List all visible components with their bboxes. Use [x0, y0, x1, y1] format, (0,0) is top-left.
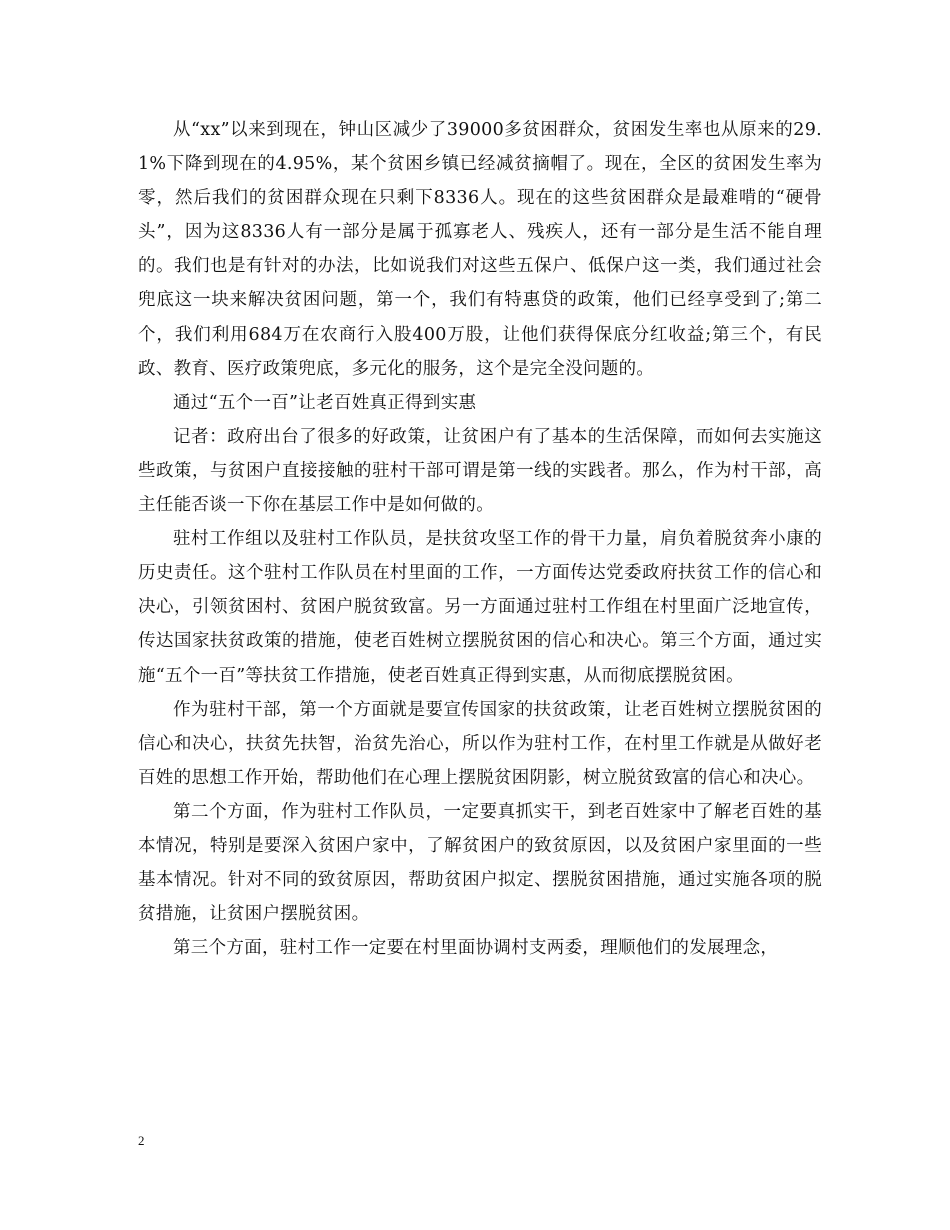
page-number: 2	[138, 1133, 145, 1148]
paragraph-poverty-statistics: 从“xx”以来到现在，钟山区减少了39000多贫困群众，贫困发生率也从原来的29.1%下降到现在的4.95%，某个贫困乡镇已经减贫摘帽了。现在，全区的贫困发生率为零，然后我们的贫困群众现在只剩下8336人。现在的这些贫困群众是最难啃的“硬骨头”，因为这8336人有一部分是属于孤寡老人、残疾人，还有一部分是生活不能自理的。我们也是有针对的办法，比如说我们对这些五保户、低保户这一类，我们通过社会兜底这一块来解决贫困问题，第一个，我们有特惠贷的政策，他们已经享受到了;第二个，我们利用684万在农商行入股400万股，让他们获得保底分红收益;第三个，有民政、教育、医疗政策兜底，多元化的服务，这个是完全没问题的。	[138, 120, 822, 379]
paragraph-second-aspect: 第二个方面，作为驻村工作队员，一定要真抓实干，到老百姓家中了解老百姓的基本情况，特别是要深入贫困户家中，了解贫困户的致贫原因，以及贫困户家里面的一些基本情况。针对不同的致贫原因，帮助贫困户拟定、摆脱贫困措施，通过实施各项的脱贫措施，让贫困户摆脱贫困。	[138, 801, 822, 925]
document-body	[138, 113, 822, 965]
paragraph-first-aspect: 作为驻村干部，第一个方面就是要宣传国家的扶贫政策，让老百姓树立摆脱贫困的信心和决心，扶贫先扶智，治贫先治心，所以作为驻村工作，在村里工作就是从做好老百姓的思想工作开始，帮助他们在心理上摆脱贫困阴影，树立脱贫致富的信心和决心。	[138, 699, 822, 788]
paragraph-reporter-question: 记者：政府出台了很多的好政策，让贫困户有了基本的生活保障，而如何去实施这些政策，与贫困户直接接触的驻村干部可谓是第一线的实践者。那么，作为村干部，高主任能否谈一下你在基层工作中是如何做的。	[138, 426, 822, 516]
paragraph-village-work-team: 驻村工作组以及驻村工作队员，是扶贫攻坚工作的骨干力量，肩负着脱贫奔小康的历史责任。这个驻村工作队员在村里面的工作，一方面传达党委政府扶贫工作的信心和决心，引领贫困村、贫困户脱贫致富。另一方面通过驻村工作组在村里面广泛地宣传，传达国家扶贫政策的措施，使老百姓树立摆脱贫困的信心和决心。第三个方面，通过实施“五个一百”等扶贫工作措施，使老百姓真正得到实惠，从而彻底摆脱贫困。	[138, 529, 822, 686]
section-heading-five-hundreds: 通过“五个一百”让老百姓真正得到实惠	[173, 392, 477, 413]
paragraph-third-aspect: 第三个方面，驻村工作一定要在村里面协调村支两委，理顺他们的发展理念，	[173, 938, 779, 959]
